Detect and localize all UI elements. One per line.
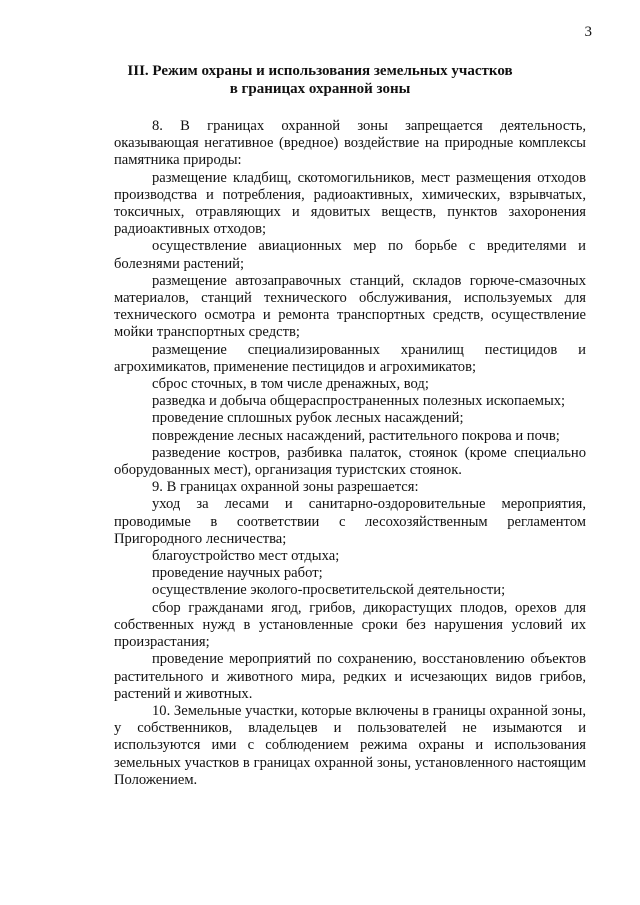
section-heading-line-1: III. Режим охраны и использования земельных участков — [127, 63, 513, 79]
list-item: проведение мероприятий по сохранению, восстановлению объектов растительного и животного мира, редких и исчезающих видов грибов, растений и животных. — [114, 651, 586, 702]
list-item: проведение сплошных рубок лесных насаждений; — [152, 410, 464, 427]
list-item: повреждение лесных насаждений, растительного покрова и почв; — [152, 427, 560, 444]
list-item: благоустройство мест отдыха; — [152, 548, 340, 565]
page-number: 3 — [584, 24, 592, 40]
list-item: размещение кладбищ, скотомогильников, мест размещения отходов производства и потребления, радиоактивных, химических, взрывчатых, токсичных, отравляющих и ядовитых веществ, пунктов захоронения радиоактивных отходов; — [114, 169, 586, 238]
clause-8-intro: 8. В границах охранной зоны запрещается деятельность, оказывающая негативное (вредное) воздействие на природные комплексы памятника природы: — [114, 118, 586, 169]
section-heading-line-2: в границах охранной зоны — [229, 81, 411, 97]
list-item: осуществление эколого-просветительской деятельности; — [152, 582, 506, 599]
list-item: проведение научных работ; — [152, 565, 323, 582]
clause-10: 10. Земельные участки, которые включены в границы охранной зоны, у собственников, владельцев и пользователей не изымаются и используются ими с соблюдением режима охраны и использования земельных участков в границах охранной зоны, установленного настоящим Положением. — [114, 702, 586, 788]
list-item: сброс сточных, в том числе дренажных, вод; — [152, 376, 429, 393]
list-item: уход за лесами и санитарно-оздоровительные мероприятия, проводимые в соответствии с лесохозяйственным регламентом Пригородного лесничества; — [114, 496, 586, 547]
clause-9-intro: 9. В границах охранной зоны разрешается: — [152, 479, 419, 496]
list-item: разведение костров, разбивка палаток, стоянок (кроме специально оборудованных мест), организация туристских стоянок. — [114, 444, 586, 479]
list-item: сбор гражданами ягод, грибов, дикорастущих плодов, орехов для собственных нужд в установленные сроки без нарушения условий их произрастания; — [114, 599, 586, 651]
document-body — [114, 118, 586, 789]
section-heading — [100, 62, 540, 98]
list-item: размещение специализированных хранилищ пестицидов и агрохимикатов, применение пестицидов и агрохимикатов; — [114, 341, 586, 375]
list-item: размещение автозаправочных станций, складов горюче-смазочных материалов, станций технического обслуживания, используемых для технического осмотра и ремонта транспортных средств, осуществление мойки транспортных средств; — [114, 272, 586, 341]
list-item: осуществление авиационных мер по борьбе с вредителями и болезнями растений; — [114, 238, 586, 272]
list-item: разведка и добыча общераспространенных полезных ископаемых; — [152, 393, 566, 410]
